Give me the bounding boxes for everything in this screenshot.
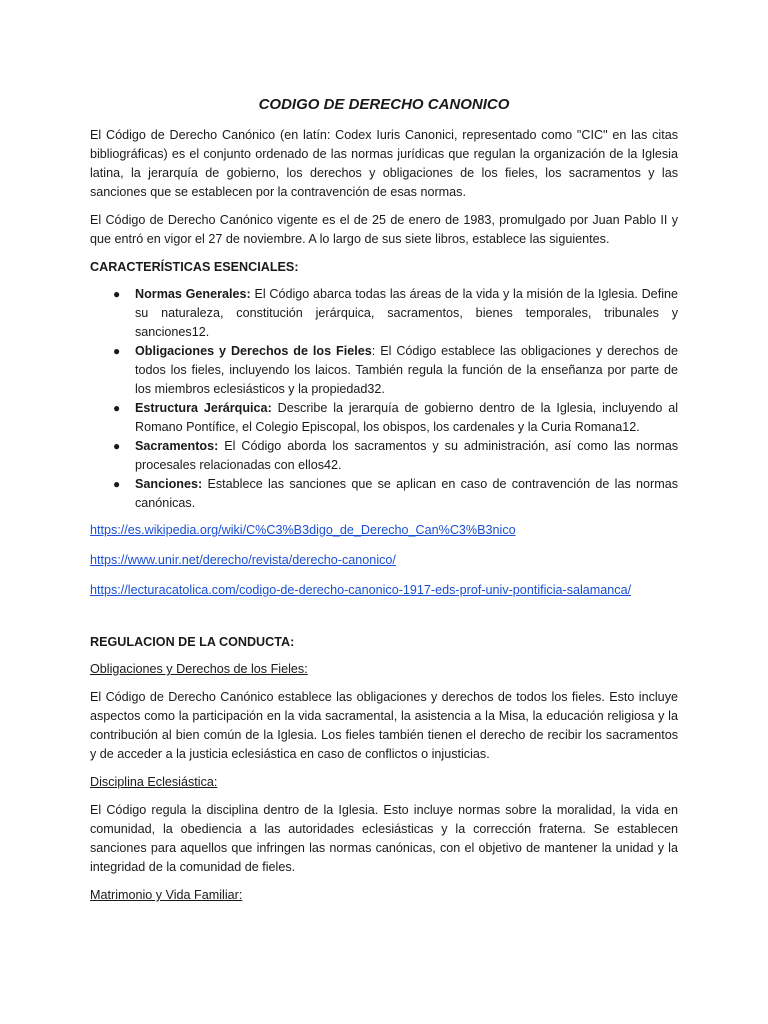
section-paragraph-obligations: El Código de Derecho Canónico establece las obligaciones y derechos de todos los fieles. Esto incluye aspectos como la participación en la vida sacramental, la asistencia a la Misa, la educación religiosa y la contribución al bien común de la Iglesia. Los fieles también tienen el derecho de recibir los sacramentos y de acceder a la justicia eclesiástica en caso de conflictos o injusticias.: [90, 690, 678, 761]
link-unir[interactable]: https://www.unir.net/derecho/revista/derecho-canonico/: [90, 553, 396, 567]
feature-text: El Código abarca todas las áreas de la vida y la misión de la Iglesia. Define su naturaleza, constitución jerárquica, sacramentos, bienes temporales, tribunales y sanciones12.: [135, 287, 678, 339]
feature-term: Sacramentos:: [135, 439, 219, 453]
list-item: [113, 475, 678, 513]
conduct-heading: REGULACION DE LA CONDUCTA:: [90, 635, 295, 649]
section-heading-discipline: Disciplina Eclesiástica:: [90, 775, 218, 789]
feature-text: El Código aborda los sacramentos y su administración, así como las normas procesales relacionadas con ellos42.: [135, 439, 678, 472]
bullet-icon: ●: [113, 344, 121, 358]
section-heading-marriage: Matrimonio y Vida Familiar:: [90, 888, 243, 902]
feature-term: Normas Generales:: [135, 287, 251, 301]
intro-paragraph-1: El Código de Derecho Canónico (en latín: Codex Iuris Canonici, representado como "CIC" en las citas bibliográficas) es el conjunto ordenado de las normas jurídicas que regulan la organización de la Iglesia latina, la jerarquía de gobierno, los derechos y obligaciones de los fieles, los sacramentos y las sanciones que se establecen por la contravención de esas normas.: [90, 128, 678, 199]
bullet-icon: ●: [113, 401, 121, 415]
features-heading: CARACTERÍSTICAS ESENCIALES:: [90, 260, 299, 274]
feature-term: Sanciones:: [135, 477, 203, 491]
list-item: [113, 285, 678, 342]
section-paragraph-discipline: El Código regula la disciplina dentro de la Iglesia. Esto incluye normas sobre la moralidad, la vida en comunidad, la obediencia a las autoridades eclesiásticas y la corrección fraterna. Se establecen sanciones para aquellos que infringen las normas canónicas, con el objetivo de mantener la unidad y la integridad de la comunidad de fieles.: [90, 803, 678, 874]
feature-text: : El Código establece las obligaciones y derechos de todos los fieles, incluyendo los laicos. También regula la función de la enseñanza por parte de los miembros eclesiásticos y la propiedad32.: [135, 344, 678, 396]
document-title: CODIGO DE DERECHO CANONICO: [258, 96, 510, 113]
feature-text: Establece las sanciones que se aplican en caso de contravención de las normas canónicas.: [135, 477, 678, 510]
list-item: [113, 342, 678, 399]
list-item: [113, 437, 678, 475]
intro-paragraph-2: El Código de Derecho Canónico vigente es el de 25 de enero de 1983, promulgado por Juan Pablo II y que entró en vigor el 27 de noviembre. A lo largo de sus siete libros, establece las siguientes.: [90, 213, 678, 246]
bullet-icon: ●: [113, 439, 121, 453]
link-lecturacatolica[interactable]: https://lecturacatolica.com/codigo-de-derecho-canonico-1917-eds-prof-univ-pontificia-salamanca/: [90, 583, 632, 597]
link-wikipedia[interactable]: https://es.wikipedia.org/wiki/C%C3%B3digo_de_Derecho_Can%C3%B3nico: [90, 523, 516, 537]
feature-term: Estructura Jerárquica:: [135, 401, 272, 415]
spacer: [90, 611, 678, 633]
bullet-icon: ●: [113, 477, 121, 491]
feature-text: Describe la jerarquía de gobierno dentro de la Iglesia, incluyendo al Romano Pontífice, el Colegio Episcopal, los obispos, los cardenales y la Curia Romana12.: [135, 401, 678, 434]
section-heading-obligations: Obligaciones y Derechos de los Fieles:: [90, 662, 308, 676]
features-list: [90, 285, 678, 513]
feature-term: Obligaciones y Derechos de los Fieles: [135, 344, 372, 358]
bullet-icon: ●: [113, 287, 121, 301]
list-item: [113, 399, 678, 437]
